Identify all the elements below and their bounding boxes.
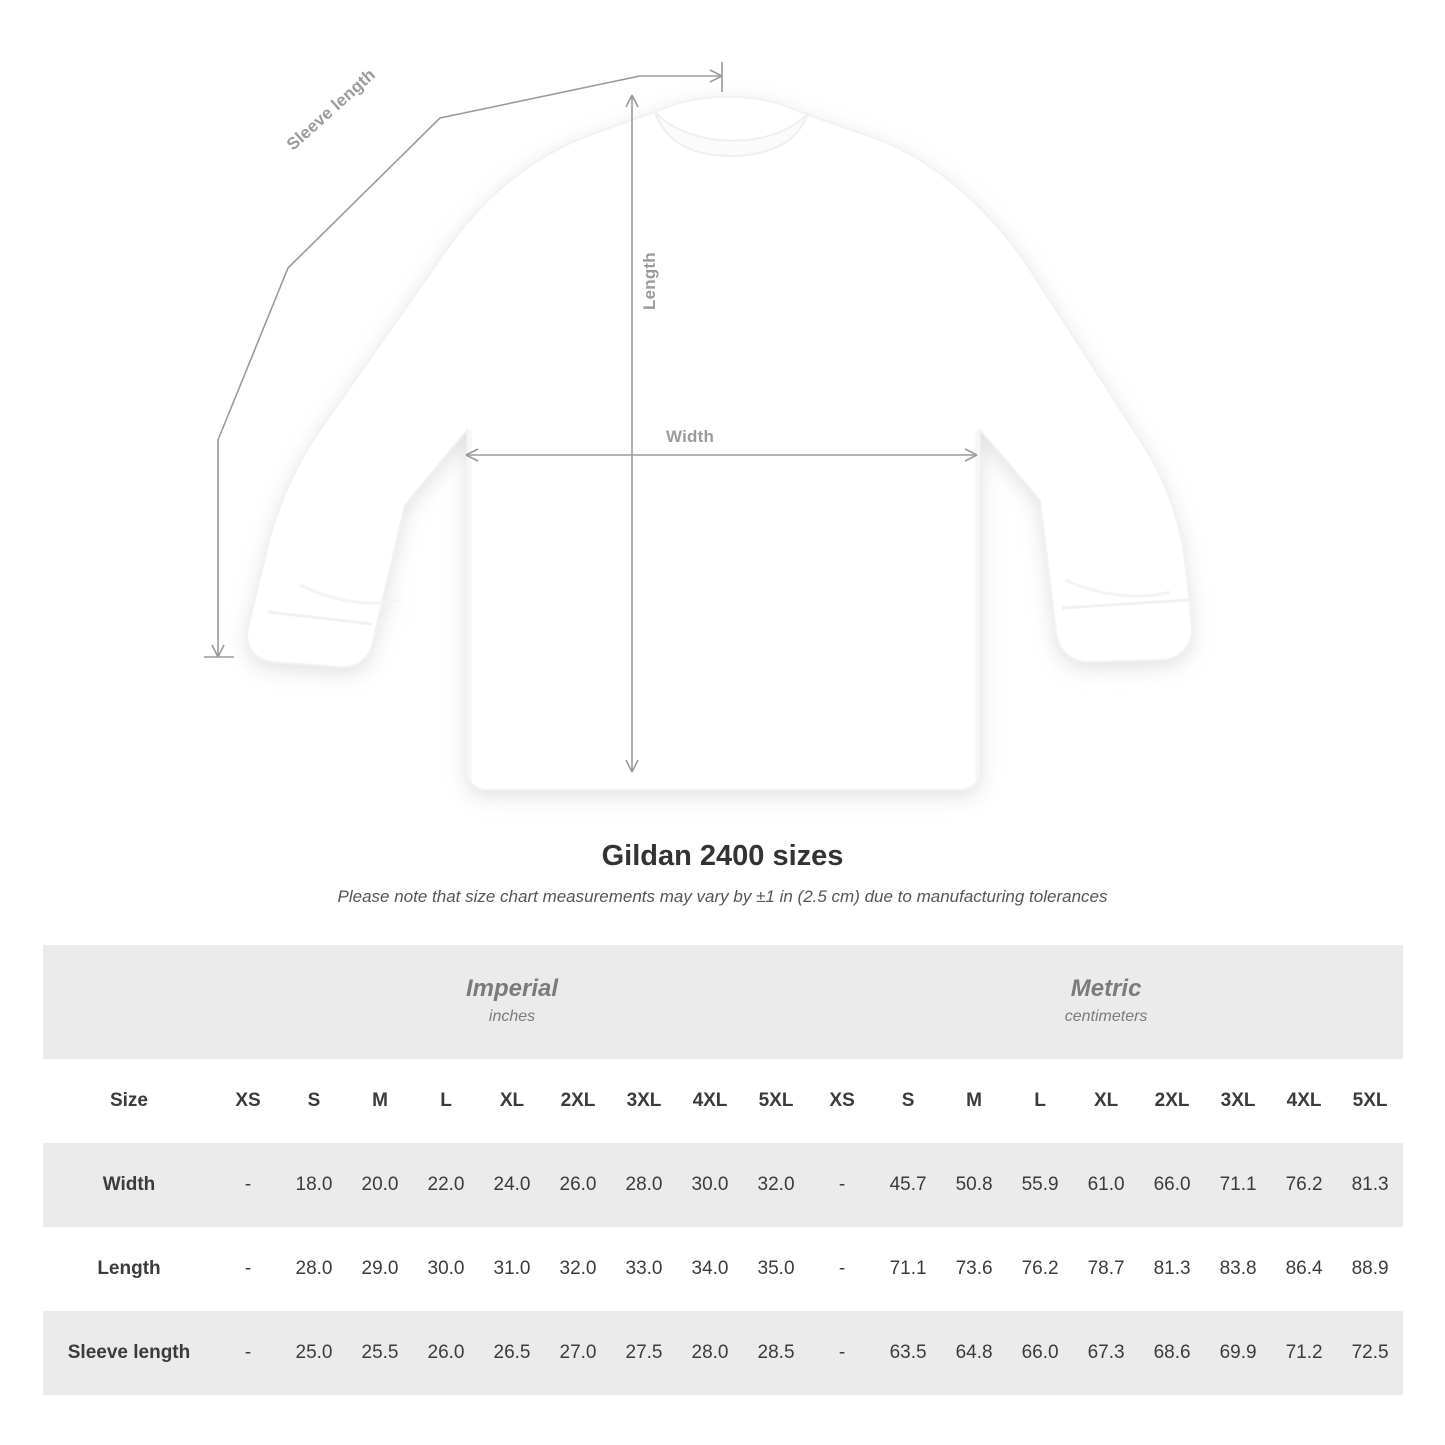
table-row	[43, 1227, 1403, 1311]
sleeve-imperial-3xl: 27.5	[611, 1311, 677, 1395]
width-imperial-3xl: 28.0	[611, 1143, 677, 1227]
size-header-metric-s: S	[875, 1059, 941, 1143]
length-metric-l: 76.2	[1007, 1227, 1073, 1311]
tolerance-note: Please note that size chart measurements may vary by ±1 in (2.5 cm) due to manufacturing tolerances	[337, 887, 1108, 906]
row-label-sleeve-length: Sleeve length	[43, 1311, 215, 1395]
length-imperial-xl: 31.0	[479, 1227, 545, 1311]
size-header-metric-3xl: 3XL	[1205, 1059, 1271, 1143]
sleeve-metric-2xl: 68.6	[1139, 1311, 1205, 1395]
sleeve-metric-5xl: 72.5	[1337, 1311, 1403, 1395]
size-header-metric-l: L	[1007, 1059, 1073, 1143]
width-imperial-2xl: 26.0	[545, 1143, 611, 1227]
table-row	[43, 1311, 1403, 1395]
sleeve-metric-xl: 67.3	[1073, 1311, 1139, 1395]
size-table-wrapper	[43, 945, 1403, 1395]
width-imperial-xl: 24.0	[479, 1143, 545, 1227]
sleeve-imperial-s: 25.0	[281, 1311, 347, 1395]
row-label-length: Length	[43, 1227, 215, 1311]
sleeve-imperial-xl: 26.5	[479, 1311, 545, 1395]
table-row	[43, 1143, 1403, 1227]
row-label-width: Width	[43, 1143, 215, 1227]
imperial-unit: inches	[488, 1008, 536, 1026]
size-header-metric-4xl: 4XL	[1271, 1059, 1337, 1143]
sleeve-imperial-4xl: 28.0	[677, 1311, 743, 1395]
sleeve-metric-l: 66.0	[1007, 1311, 1073, 1395]
width-imperial-5xl: 32.0	[743, 1143, 809, 1227]
width-metric-2xl: 66.0	[1139, 1143, 1205, 1227]
sleeve-imperial-5xl: 28.5	[743, 1311, 809, 1395]
length-metric-2xl: 81.3	[1139, 1227, 1205, 1311]
length-imperial-5xl: 35.0	[743, 1227, 809, 1311]
size-header-imperial-5xl: 5XL	[743, 1059, 809, 1143]
size-header-imperial-3xl: 3XL	[611, 1059, 677, 1143]
sleeve-metric-4xl: 71.2	[1271, 1311, 1337, 1395]
length-metric-s: 71.1	[875, 1227, 941, 1311]
size-header-metric-xs: XS	[809, 1059, 875, 1143]
size-header-imperial-l: L	[413, 1059, 479, 1143]
size-header-metric-5xl: 5XL	[1337, 1059, 1403, 1143]
length-imperial-xs: -	[215, 1227, 281, 1311]
length-imperial-4xl: 34.0	[677, 1227, 743, 1311]
width-metric-l: 55.9	[1007, 1143, 1073, 1227]
width-dimension-label: Width	[666, 427, 715, 446]
size-header-imperial-xs: XS	[215, 1059, 281, 1143]
sleeve-imperial-m: 25.5	[347, 1311, 413, 1395]
imperial-group-header	[215, 945, 809, 1059]
size-table	[43, 945, 1403, 1395]
size-header-row	[43, 1059, 1403, 1143]
size-label: Size	[43, 1059, 215, 1143]
width-metric-m: 50.8	[941, 1143, 1007, 1227]
sleeve-imperial-l: 26.0	[413, 1311, 479, 1395]
sleeve-length-dimension-label: Sleeve length	[283, 64, 380, 155]
unit-header-spacer	[43, 945, 215, 1059]
length-metric-m: 73.6	[941, 1227, 1007, 1311]
width-metric-xl: 61.0	[1073, 1143, 1139, 1227]
size-header-metric-xl: XL	[1073, 1059, 1139, 1143]
width-metric-s: 45.7	[875, 1143, 941, 1227]
length-imperial-m: 29.0	[347, 1227, 413, 1311]
sleeve-metric-3xl: 69.9	[1205, 1311, 1271, 1395]
sleeve-metric-m: 64.8	[941, 1311, 1007, 1395]
size-header-imperial-s: S	[281, 1059, 347, 1143]
width-imperial-m: 20.0	[347, 1143, 413, 1227]
size-header-metric-2xl: 2XL	[1139, 1059, 1205, 1143]
length-dimension-label: Length	[640, 252, 659, 310]
metric-title: Metric	[1070, 975, 1142, 1003]
width-imperial-4xl: 30.0	[677, 1143, 743, 1227]
width-metric-3xl: 71.1	[1205, 1143, 1271, 1227]
width-imperial-xs: -	[215, 1143, 281, 1227]
sleeve-metric-xs: -	[809, 1311, 875, 1395]
size-header-imperial-xl: XL	[479, 1059, 545, 1143]
length-metric-4xl: 86.4	[1271, 1227, 1337, 1311]
width-imperial-s: 18.0	[281, 1143, 347, 1227]
length-imperial-2xl: 32.0	[545, 1227, 611, 1311]
length-metric-xl: 78.7	[1073, 1227, 1139, 1311]
length-metric-5xl: 88.9	[1337, 1227, 1403, 1311]
unit-header-row	[43, 945, 1403, 1059]
metric-unit: centimeters	[1064, 1008, 1148, 1026]
page-title: Gildan 2400 sizes	[601, 840, 844, 872]
length-imperial-s: 28.0	[281, 1227, 347, 1311]
imperial-title: Imperial	[466, 975, 559, 1003]
size-header-metric-m: M	[941, 1059, 1007, 1143]
size-header-imperial-2xl: 2XL	[545, 1059, 611, 1143]
sleeve-imperial-2xl: 27.0	[545, 1311, 611, 1395]
sleeve-imperial-xs: -	[215, 1311, 281, 1395]
metric-group-header	[809, 945, 1403, 1059]
length-imperial-3xl: 33.0	[611, 1227, 677, 1311]
length-imperial-l: 30.0	[413, 1227, 479, 1311]
width-metric-5xl: 81.3	[1337, 1143, 1403, 1227]
length-metric-xs: -	[809, 1227, 875, 1311]
width-imperial-l: 22.0	[413, 1143, 479, 1227]
length-metric-3xl: 83.8	[1205, 1227, 1271, 1311]
shirt-shape	[247, 97, 1192, 790]
title-block	[0, 840, 1445, 907]
width-metric-4xl: 76.2	[1271, 1143, 1337, 1227]
size-header-imperial-4xl: 4XL	[677, 1059, 743, 1143]
size-header-imperial-m: M	[347, 1059, 413, 1143]
width-metric-xs: -	[809, 1143, 875, 1227]
sleeve-metric-s: 63.5	[875, 1311, 941, 1395]
